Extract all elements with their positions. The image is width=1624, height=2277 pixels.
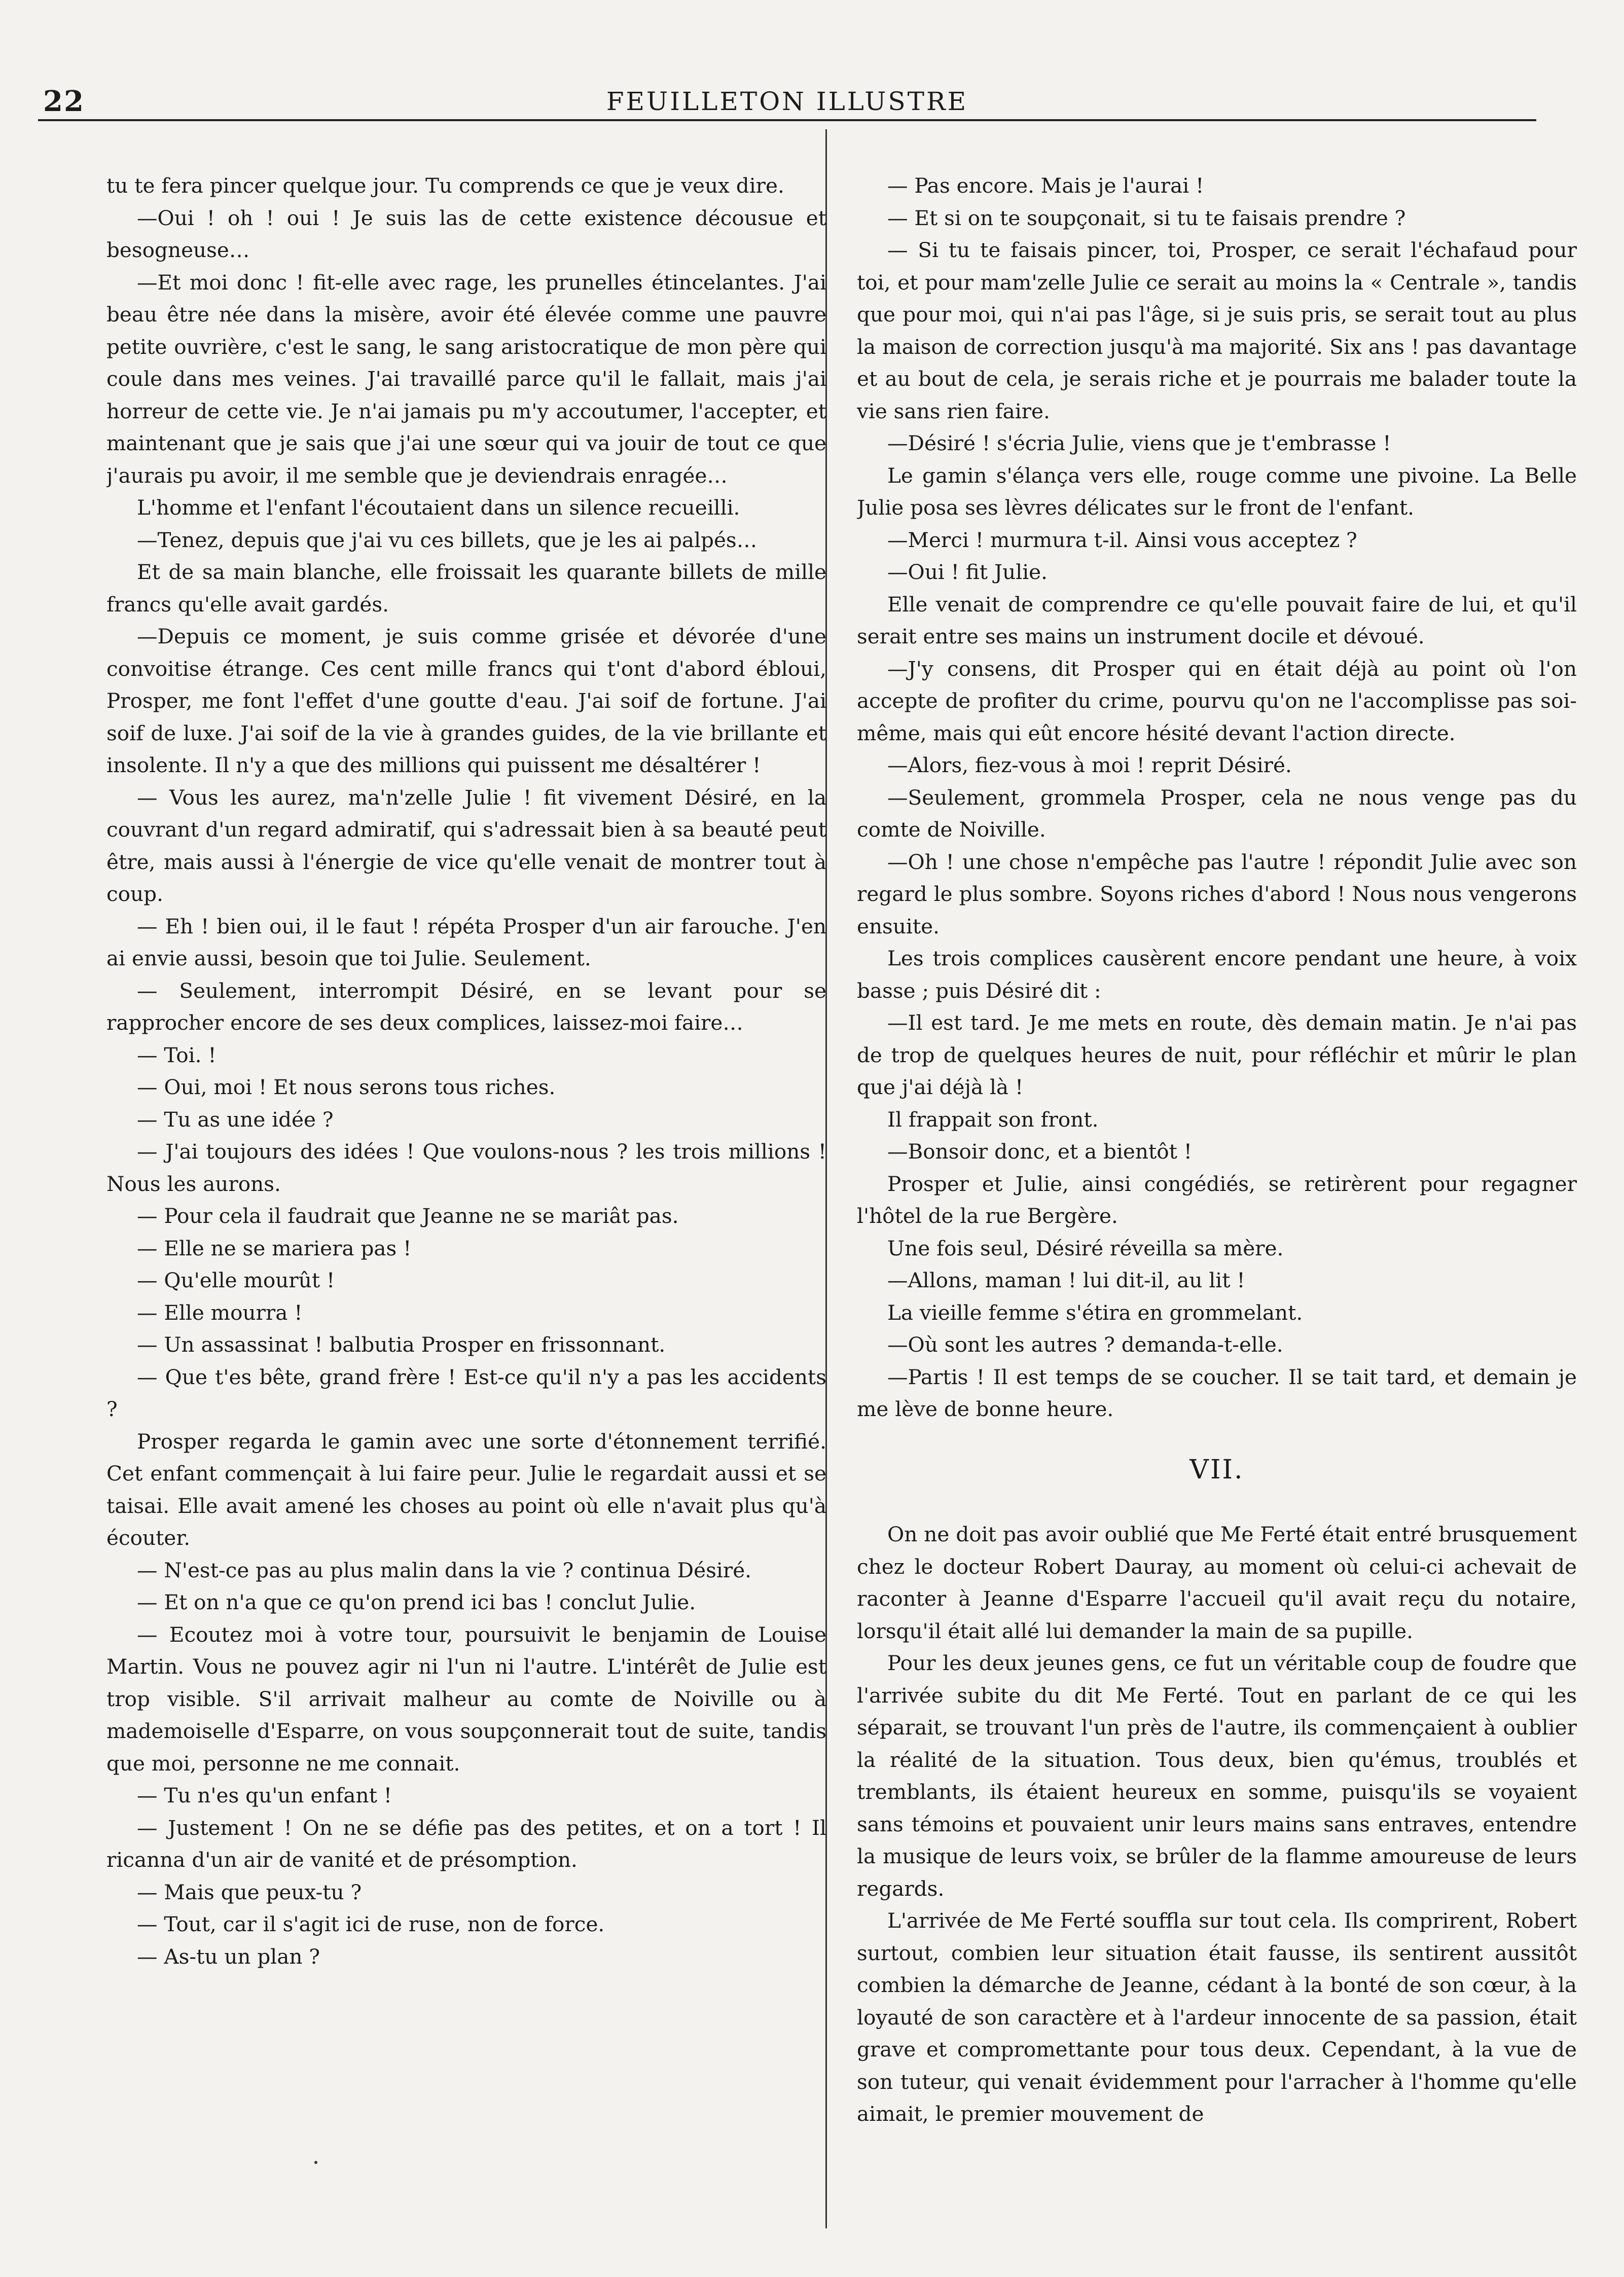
paragraph: — Tout, car il s'agit ici de ruse, non de force. xyxy=(137,1912,605,1936)
page-number: 22 xyxy=(43,85,85,118)
paragraph: — Oui, moi ! Et nous serons tous riches. xyxy=(137,1075,556,1099)
paragraph: —Bonsoir donc, et a bientôt ! xyxy=(887,1139,1193,1164)
paragraph: Il frappait son front. xyxy=(887,1107,1099,1132)
paragraph: —Tenez, depuis que j'ai vu ces billets, que je les ai palpés… xyxy=(137,527,757,552)
paragraph: Le gamin s'élança vers elle, rouge comme une pivoine. La Belle Julie posa ses lèvres délicates sur le front de l'enfant. xyxy=(857,463,1577,520)
paragraph: —Désiré ! s'écria Julie, viens que je t'embrasse ! xyxy=(887,431,1391,455)
paragraph: —Partis ! Il est temps de se coucher. Il se tait tard, et demain je me lève de bonne heure. xyxy=(857,1364,1577,1421)
paragraph: — Un assassinat ! balbutia Prosper en frissonnant. xyxy=(137,1332,666,1357)
paragraph: —Alors, fiez-vous à moi ! reprit Désiré. xyxy=(887,753,1292,777)
paragraph: —Oui ! oh ! oui ! Je suis las de cette existence décousue et besogneuse… xyxy=(106,205,826,262)
page-header xyxy=(38,84,1536,121)
paragraph: — Tu n'es qu'un enfant ! xyxy=(137,1783,392,1808)
paragraph: —Depuis ce moment, je suis comme grisée et dévorée d'une convoitise étrange. Ces cent mille francs qui t'ont d'abord ébloui, Prosper, me font l'effet d'une goutte d'eau. J'ai soif de fortune. J'ai soif de luxe. J'ai soif de la vie à grandes guides, de la vie brillante et insolente. Il n'y a que des millions qui puissent me désaltérer ! xyxy=(106,624,826,777)
running-title: FEUILLETON ILLUSTRE xyxy=(606,87,968,116)
paragraph: — J'ai toujours des idées ! Que voulons-nous ? les trois millions ! Nous les aurons. xyxy=(106,1139,826,1196)
paragraph: Et de sa main blanche, elle froissait les quarante billets de mille francs qu'elle avait gardés. xyxy=(106,560,826,617)
right-column xyxy=(857,170,1577,2208)
paragraph: — Vous les aurez, ma'n'zelle Julie ! fit vivement Désiré, en la couvrant d'un regard admiratif, qui s'adressait bien à sa beauté peut être, mais aussi à l'énergie de vice qu'elle venait de montrer tout à coup. xyxy=(106,785,826,906)
paragraph: Pour les deux jeunes gens, ce fut un véritable coup de foudre que l'arrivée subite du dit Me Ferté. Tout en parlant de ce qui les séparait, se trouvant l'un près de l'autre, ils commençaient à oublier la réalité de la situation. Tous deux, bien qu'émus, troublés et tremblants, ils étaient heureux en somme, puisqu'ils se voyaient sans témoins et pouvaient unir leurs mains sans entraves, entendre la musique de leurs voix, se brûler de la flamme amoureuse de leurs regards. xyxy=(857,1651,1577,1901)
paragraph: — Ecoutez moi à votre tour, poursuivit le benjamin de Louise Martin. Vous ne pouvez agir ni l'un ni l'autre. L'intérêt de Julie est trop visible. S'il arrivait malheur au comte de Noiville ou à mademoiselle d'Esparre, on vous soupçonnerait tout de suite, tandis que moi, personne ne me connait. xyxy=(106,1622,826,1776)
left-column xyxy=(106,170,826,2208)
paragraph: — Si tu te faisais pincer, toi, Prosper, ce serait l'échafaud pour toi, et pour mam'zelle Julie ce serait au moins la « Centrale », tandis que pour moi, qui n'ai pas l'âge, si je suis pris, se serait tout au plus la maison de correction jusqu'à ma majorité. Six ans ! pas davantage et au bout de cela, je serais riche et je pourrais me balader toute la vie sans rien faire. xyxy=(857,238,1577,423)
paragraph: — Et on n'a que ce qu'on prend ici bas ! conclut Julie. xyxy=(137,1590,696,1614)
paragraph: —Merci ! murmura t-il. Ainsi vous acceptez ? xyxy=(887,527,1357,552)
print-speck xyxy=(314,2161,317,2164)
paragraph: — Pas encore. Mais je l'aurai ! xyxy=(887,173,1204,198)
paragraph: Prosper et Julie, ainsi congédiés, se retirèrent pour regagner l'hôtel de la rue Bergère. xyxy=(857,1171,1577,1228)
paragraph: La vieille femme s'étira en grommelant. xyxy=(887,1300,1303,1325)
paragraph: L'arrivée de Me Ferté souffla sur tout cela. Ils comprirent, Robert surtout, combien leur situation était fausse, ils sentirent aussitôt combien la démarche de Jeanne, cédant à la bonté de son cœur, à la loyauté de son caractère et à l'ardeur innocente de sa passion, était grave et compromettante pour tous deux. Cependant, à la vue de son tuteur, qui venait évidemment pour l'arracher à l'homme qu'elle aimait, le premier mouvement de xyxy=(857,1908,1577,2126)
paragraph: —J'y consens, dit Prosper qui en était déjà au point où l'on accepte de profiter du crime, pourvu qu'on ne l'accomplisse pas soi-même, mais qui eût encore hésité devant l'action directe. xyxy=(857,656,1577,745)
paragraph: — Seulement, interrompit Désiré, en se levant pour se rapprocher encore de ses deux complices, laissez-moi faire… xyxy=(106,978,826,1035)
paragraph: —Et moi donc ! fit-elle avec rage, les prunelles étincelantes. J'ai beau être née dans la misère, avoir été élevée comme une pauvre petite ouvrière, c'est le sang, le sang aristocratique de mon père qui coule dans mes veines. J'ai travaillé parce qu'il le fallait, mais j'ai horreur de cette vie. Je n'ai jamais pu m'y accoutumer, l'accepter, et maintenant que je sais que j'ai une sœur qui va jouir de tout ce que j'aurais pu avoir, il me semble que je deviendrais enragée… xyxy=(106,270,826,488)
paragraph: — Que t'es bête, grand frère ! Est-ce qu'il n'y a pas les accidents ? xyxy=(106,1364,826,1421)
paragraph: — Justement ! On ne se défie pas des petites, et on a tort ! Il ricanna d'un air de vanité et de présomption. xyxy=(106,1815,826,1872)
paragraph: — N'est-ce pas au plus malin dans la vie ? continua Désiré. xyxy=(137,1558,752,1582)
paragraph: — Tu as une idée ? xyxy=(137,1107,334,1132)
paragraph: Prosper regarda le gamin avec une sorte d'étonnement terrifié. Cet enfant commençait à lui faire peur. Julie le regardait aussi et se taisai. Elle avait amené les choses au point où elle n'avait plus qu'à écouter. xyxy=(106,1429,826,1550)
chapter-heading: VII. xyxy=(1189,1454,1244,1485)
paragraph: — Mais que peux-tu ? xyxy=(137,1880,362,1904)
paragraph: — Pour cela il faudrait que Jeanne ne se mariât pas. xyxy=(137,1204,679,1228)
paragraph: —Oh ! une chose n'empêche pas l'autre ! répondit Julie avec son regard le plus sombre. Soyons riches d'abord ! Nous nous vengerons ensuite. xyxy=(857,849,1577,938)
paragraph: — Elle ne se mariera pas ! xyxy=(137,1236,412,1260)
paragraph: tu te fera pincer quelque jour. Tu comprends ce que je veux dire. xyxy=(106,173,784,198)
paragraph: Elle venait de comprendre ce qu'elle pouvait faire de lui, et qu'il serait entre ses mains un instrument docile et dévoué. xyxy=(857,592,1577,648)
paragraph: L'homme et l'enfant l'écoutaient dans un silence recueilli. xyxy=(137,495,740,520)
paragraph: —Oui ! fit Julie. xyxy=(887,560,1048,584)
paragraph: —Il est tard. Je me mets en route, dès demain matin. Je n'ai pas de trop de quelques heures de nuit, pour réfléchir et mûrir le plan que j'ai déjà là ! xyxy=(857,1010,1577,1099)
paragraph: — Elle mourra ! xyxy=(137,1300,303,1325)
paragraph: On ne doit pas avoir oublié que Me Ferté était entré brusquement chez le docteur Robert Dauray, au moment où celui-ci achevait de raconter à Jeanne d'Esparre l'accueil qu'il avait reçu du notaire, lorsqu'il était allé lui demander la main de sa pupille. xyxy=(857,1522,1577,1643)
paragraph: — As-tu un plan ? xyxy=(137,1944,320,1969)
paragraph: — Eh ! bien oui, il le faut ! répéta Prosper d'un air farouche. J'en ai envie aussi, besoin que toi Julie. Seulement. xyxy=(106,914,826,970)
paragraph: — Qu'elle mourût ! xyxy=(137,1268,335,1292)
paragraph: — Et si on te soupçonait, si tu te faisais prendre ? xyxy=(887,205,1406,230)
paragraph: —Allons, maman ! lui dit-il, au lit ! xyxy=(887,1268,1245,1292)
paragraph: —Où sont les autres ? demanda-t-elle. xyxy=(887,1332,1283,1357)
paragraph: Les trois complices causèrent encore pendant une heure, à voix basse ; puis Désiré dit : xyxy=(857,946,1577,1003)
paragraph: Une fois seul, Désiré réveilla sa mère. xyxy=(887,1236,1284,1260)
paragraph: — Toi. ! xyxy=(137,1042,216,1067)
paragraph: —Seulement, grommela Prosper, cela ne nous venge pas du comte de Noiville. xyxy=(857,785,1577,842)
